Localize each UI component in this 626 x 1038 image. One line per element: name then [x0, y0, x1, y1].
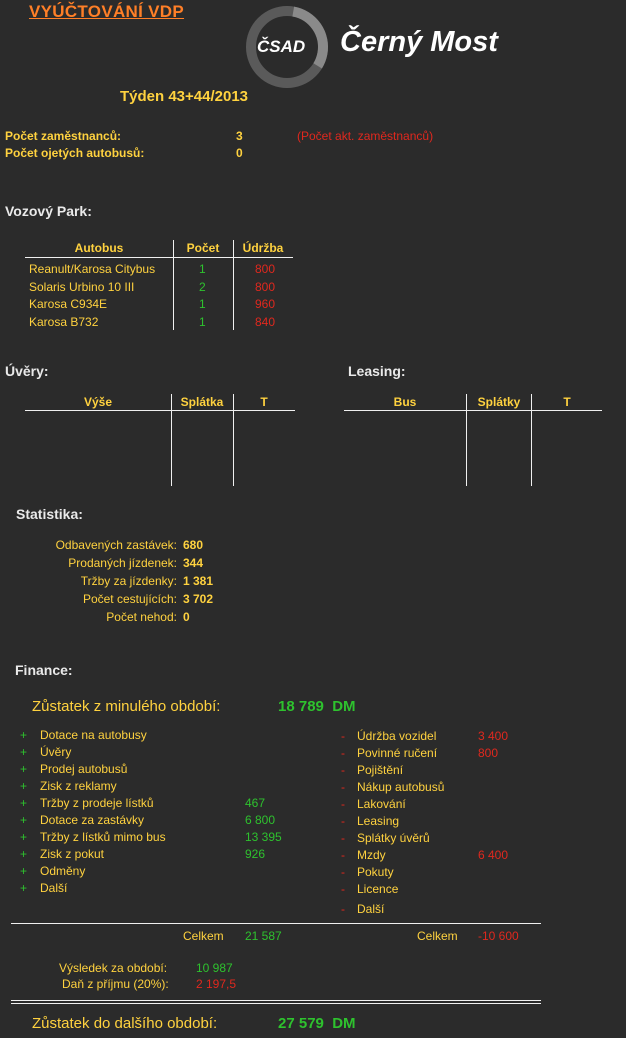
expense-total-label: Celkem: [417, 929, 458, 943]
plus-sign: +: [20, 847, 28, 861]
expense-item: [341, 882, 398, 896]
loans-col-term: T: [260, 395, 268, 409]
loans-col-installment: Splátka: [180, 395, 224, 409]
minus-sign: -: [341, 797, 345, 811]
minus-sign: -: [341, 729, 345, 743]
fleet-maintenance: 960: [255, 297, 276, 311]
fleet-count: 1: [199, 297, 206, 311]
expense-item: [341, 780, 444, 794]
income-item-label: Tržby z lístků mimo bus: [40, 830, 166, 844]
next-balance-label: Zůstatek do dalšího období:: [32, 1015, 218, 1032]
fleet-col-maintenance: Údržba: [242, 241, 284, 255]
plus-sign: +: [20, 830, 28, 844]
tax-value: 2 197,5: [196, 977, 237, 991]
stat-value: 1 381: [183, 574, 214, 588]
employees-note: (Počet akt. zaměstnanců): [297, 129, 434, 143]
brand-name: Černý Most: [340, 26, 498, 58]
expense-item-value: 3 400: [478, 729, 509, 743]
leasing-col-term: T: [563, 395, 571, 409]
plus-sign: +: [20, 728, 28, 742]
income-item-label: Zisk z pokut: [40, 847, 105, 861]
plus-sign: +: [20, 864, 28, 878]
expense-item-label: Mzdy: [357, 848, 386, 862]
income-item: [20, 728, 147, 742]
stat-label: Prodaných jízdenek:: [68, 556, 177, 570]
stat-value: 0: [183, 610, 190, 624]
stat-value: 344: [183, 556, 204, 570]
income-item-value: 6 800: [245, 813, 276, 827]
leasing-section-title: Leasing:: [348, 363, 406, 379]
final-divider-top: [11, 1000, 541, 1001]
expense-item: [341, 902, 384, 916]
income-item-label: Dotace za zastávky: [40, 813, 145, 827]
expense-item: [341, 729, 436, 743]
fleet-col-bus: Autobus: [74, 241, 124, 255]
buses-used-value: 0: [236, 146, 243, 160]
income-item: [20, 847, 104, 861]
income-item-label: Zisk z reklamy: [40, 779, 117, 793]
finance-section-title: Finance:: [15, 662, 73, 678]
csad-logo: [240, 2, 540, 92]
leasing-table: [344, 394, 602, 486]
stat-label: Odbavených zastávek:: [55, 538, 177, 552]
fleet-section-title: Vozový Park:: [5, 203, 92, 219]
income-item: [20, 762, 127, 776]
income-item: [20, 813, 144, 827]
minus-sign: -: [341, 814, 345, 828]
fleet-col-count: Počet: [186, 241, 220, 255]
plus-sign: +: [20, 779, 28, 793]
previous-balance-label: Zůstatek z minulého období:: [32, 698, 221, 715]
stat-label: Počet nehod:: [106, 610, 177, 624]
income-item-label: Dotace na autobusy: [40, 728, 147, 742]
result-value: 10 987: [196, 961, 233, 975]
fleet-bus: Karosa B732: [29, 315, 99, 329]
expense-item-label: Licence: [357, 882, 399, 896]
income-item: [20, 745, 71, 759]
fleet-maintenance: 840: [255, 315, 276, 329]
income-item: [20, 830, 166, 844]
tax-label: Daň z příjmu (20%):: [62, 977, 169, 991]
stat-value: 680: [183, 538, 204, 552]
income-item: [20, 864, 85, 878]
loans-col-amount: Výše: [83, 395, 113, 409]
income-total-label: Celkem: [183, 929, 224, 943]
expense-item: [341, 848, 386, 862]
expense-item-label: Údržba vozidel: [357, 729, 437, 743]
stat-value: 3 702: [183, 592, 214, 606]
plus-sign: +: [20, 881, 28, 895]
fleet-count: 1: [199, 262, 206, 276]
expense-item-label: Splátky úvěrů: [357, 831, 430, 845]
plus-sign: +: [20, 762, 28, 776]
expense-item: [341, 797, 406, 811]
minus-sign: -: [341, 882, 345, 896]
minus-sign: -: [341, 902, 345, 916]
expense-item-label: Lakování: [357, 797, 406, 811]
loans-table: [25, 394, 295, 486]
loans-section-title: Úvěry:: [5, 363, 49, 379]
employees-label: Počet zaměstnanců:: [5, 129, 122, 143]
leasing-col-bus: Bus: [393, 395, 417, 409]
expense-item: [341, 763, 403, 777]
income-item: [20, 779, 117, 793]
expense-item-label: Leasing: [357, 814, 400, 828]
expense-total-value: -10 600: [478, 929, 519, 943]
expense-item-label: Pojištění: [357, 763, 404, 777]
expense-item-label: Další: [357, 902, 385, 916]
stat-label: Počet cestujících:: [82, 592, 177, 606]
fleet-bus: Reanult/Karosa Citybus: [29, 262, 156, 276]
income-item: [20, 796, 154, 810]
expense-item-label: Povinné ručení: [357, 746, 438, 760]
minus-sign: -: [341, 763, 345, 777]
statistics-section-title: Statistika:: [16, 506, 83, 522]
fleet-count: 2: [199, 280, 206, 294]
income-item-value: 467: [245, 796, 266, 810]
expense-item: [341, 814, 399, 828]
plus-sign: +: [20, 745, 28, 759]
previous-balance-value: 18 789 DM: [278, 698, 356, 715]
income-total-value: 21 587: [245, 929, 282, 943]
minus-sign: -: [341, 746, 345, 760]
income-item-value: 13 395: [245, 830, 282, 844]
employees-value: 3: [236, 129, 243, 143]
income-item-label: Odměny: [40, 864, 86, 878]
expense-item-label: Pokuty: [357, 865, 394, 879]
totals-divider: [11, 923, 541, 924]
minus-sign: -: [341, 831, 345, 845]
income-item-label: Další: [40, 881, 68, 895]
final-divider-bottom: [11, 1003, 541, 1004]
report-title-link[interactable]: VYÚČTOVÁNÍ VDP: [29, 2, 185, 21]
fleet-maintenance: 800: [255, 280, 276, 294]
fleet-maintenance: 800: [255, 262, 276, 276]
expense-item: [341, 746, 437, 760]
income-item-label: Tržby z prodeje lístků: [40, 796, 154, 810]
income-item-label: Prodej autobusů: [40, 762, 128, 776]
expense-item: [341, 831, 430, 845]
result-label: Výsledek za období:: [59, 961, 168, 975]
week-label: Týden 43+44/2013: [120, 88, 249, 105]
expense-item-value: 6 400: [478, 848, 509, 862]
plus-sign: +: [20, 813, 28, 827]
next-balance-value: 27 579 DM: [278, 1015, 356, 1032]
buses-used-label: Počet ojetých autobusů:: [5, 146, 145, 160]
logo-text: ČSAD: [257, 37, 306, 56]
fleet-count: 1: [199, 315, 206, 329]
minus-sign: -: [341, 865, 345, 879]
expense-item-value: 800: [478, 746, 499, 760]
leasing-col-installments: Splátky: [477, 395, 521, 409]
income-item-value: 926: [245, 847, 266, 861]
expense-item: [341, 865, 394, 879]
income-item-label: Úvěry: [40, 745, 72, 759]
minus-sign: -: [341, 780, 345, 794]
income-item: [20, 881, 67, 895]
expense-item-label: Nákup autobusů: [357, 780, 445, 794]
plus-sign: +: [20, 796, 28, 810]
stat-label: Tržby za jízdenky:: [80, 574, 177, 588]
minus-sign: -: [341, 848, 345, 862]
fleet-bus: Solaris Urbino 10 III: [29, 280, 135, 294]
fleet-bus: Karosa C934E: [29, 297, 108, 311]
